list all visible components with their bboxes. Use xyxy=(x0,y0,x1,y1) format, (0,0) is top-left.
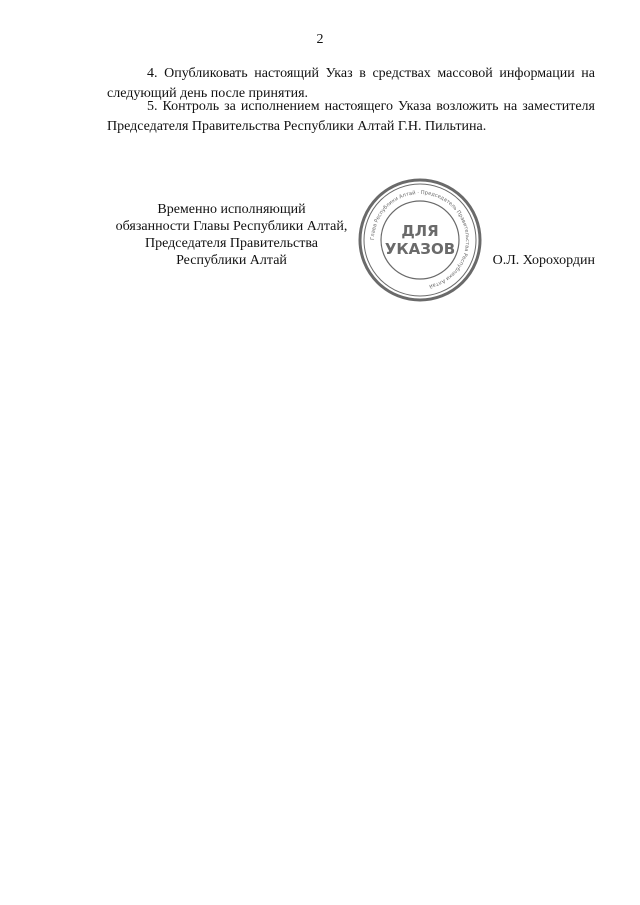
signer-title-line-2: обязанности Главы Республики Алтай, xyxy=(115,219,348,234)
signer-title-line-3: Председателя Правительства xyxy=(144,236,318,251)
paragraph-item-4: 4. Опубликовать настоящий Указ в средствах массовой информации на следующий день после принятия. xyxy=(107,66,595,101)
page-number: 2 xyxy=(316,32,324,47)
stamp-line-2: УКАЗОВ xyxy=(384,240,456,258)
paragraph-item-5: 5. Контроль за исполнением настоящего Указа возложить на заместителя Председателя Правительства Республики Алтай Г.Н. Пильтина. xyxy=(107,99,595,134)
signer-title-block xyxy=(103,201,360,269)
official-stamp xyxy=(357,177,483,303)
stamp-graphic xyxy=(357,177,483,303)
signer-title-line-1: Временно исполняющий xyxy=(157,202,306,217)
signer-title-line-4: Республики Алтай xyxy=(176,253,287,268)
stamp-ring-text: Глава Республики Алтай · Председатель Правительства Республики Алтай xyxy=(369,189,471,290)
stamp-line-1: ДЛЯ xyxy=(401,222,439,240)
signer-name: О.Л. Хорохордин xyxy=(492,253,595,268)
